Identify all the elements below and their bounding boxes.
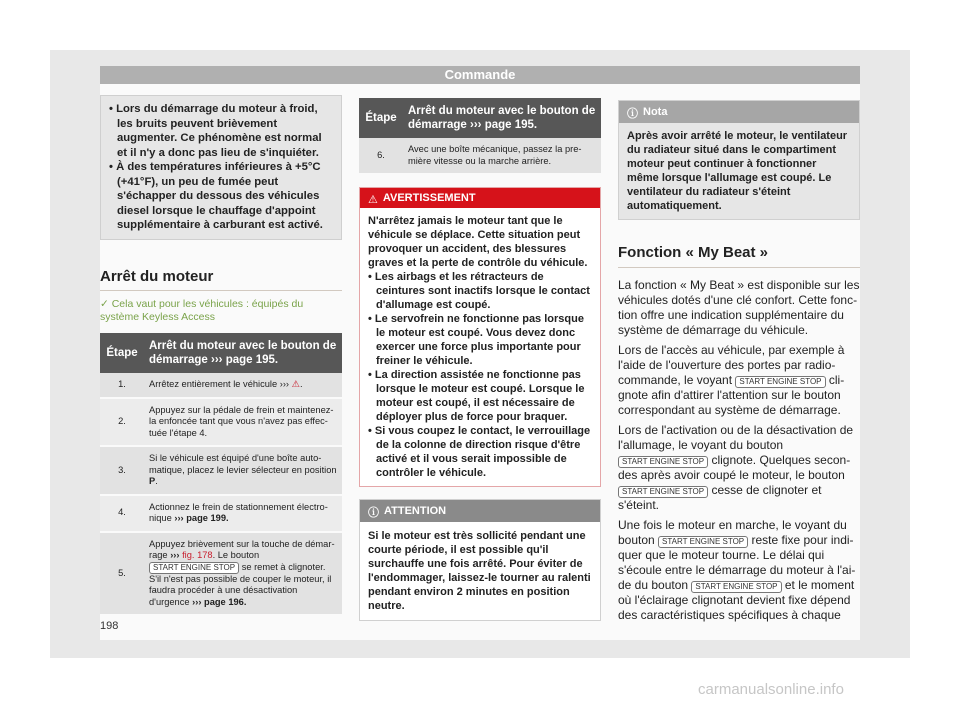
info-circle-icon: ⓘ — [368, 507, 379, 519]
table-row: 4. Actionnez le frein de stationnement électronique ››› page 199. — [100, 495, 342, 532]
left-column — [100, 95, 342, 616]
nota-header: ⓘ Nota — [619, 101, 859, 123]
col-header-action: Arrêt du moteur avec le bouton de démarrage ››› page 195. — [144, 333, 342, 373]
steps-table — [100, 333, 342, 616]
warning-box — [359, 187, 601, 487]
col-header-step: Étape — [100, 333, 144, 373]
start-engine-stop-key: START ENGINE STOP — [658, 536, 748, 548]
start-engine-stop-key: START ENGINE STOP — [618, 456, 708, 468]
info-bullet: • À des températures inférieures à +5°C (+41°F), un peu de fumée peut s'échapper du dessous des véhicules diesel lorsque le chauffage d'appoint supplémentaire à carburant est activé. — [109, 161, 323, 231]
start-engine-stop-key: START ENGINE STOP — [618, 486, 708, 498]
applies-to-note: ✓ Cela vaut pour les véhicules : équipés du système Keyless Access — [100, 298, 304, 323]
table-row: 3. Si le véhicule est équipé d'une boîte automatique, placez le levier sélecteur en position P. — [100, 446, 342, 495]
info-box — [100, 95, 342, 240]
warning-triangle-icon: ⚠ — [368, 194, 378, 206]
middle-column — [359, 98, 601, 621]
table-row: 2. Appuyez sur la pédale de frein et maintenez-la enfoncée tant que vous n'avez pas effectuée l'étape 4. — [100, 398, 342, 447]
attention-box — [359, 499, 601, 621]
col-header-action: Arrêt du moteur avec le bouton de démarrage ››› page 195. — [403, 98, 601, 138]
figure-link[interactable]: fig. 178 — [182, 550, 213, 560]
table-row: 1. Arrêtez entièrement le véhicule ››› ⚠. — [100, 373, 342, 398]
start-engine-stop-key: START ENGINE STOP — [691, 581, 781, 593]
section-title-arret: Arrêt du moteur — [100, 270, 342, 292]
watermark: carmanualsonline.info — [698, 681, 844, 698]
start-engine-stop-key: START ENGINE STOP — [149, 562, 239, 574]
warning-body: N'arrêtez jamais le moteur tant que le véhicule se déplace. Cette situation peut provoquer un accident, des blessures graves et la perte de contrôle du véhicule. • Les airbags et les rétracteurs de ceintures sont inactifs lorsque le contact d'allumage est coupé. • Le servofrein ne fonctionne pas lorsque le moteur est coupé. Vous devez donc exercer une force plus importante pour freiner le véhicule. • La direction assistée ne fonctionne pas lorsque le moteur est coupé. Lorsque le moteur est coupé, il est nécessaire de déployer plus de force pour braquer. • Si vous coupez le contact, le verrouillage de la colonne de direction risque d'être activé et il vous serait impossible de contrôler le véhicule. — [368, 215, 591, 479]
start-engine-stop-key: START ENGINE STOP — [735, 376, 825, 388]
section-title-my-beat: Fonction « My Beat » — [618, 246, 860, 268]
info-bullet: • Lors du démarrage du moteur à froid, les bruits peuvent brièvement augmenter. Ce phénomène est normal et il n'y a donc pas lieu de s'inquiéter. — [109, 103, 322, 159]
nota-box — [618, 100, 860, 220]
col-header-step: Étape — [359, 98, 403, 138]
warning-header: ⚠ AVERTISSEMENT — [360, 188, 600, 208]
page-number: 198 — [100, 620, 119, 632]
table-row: 5. Appuyez brièvement sur la touche de démarrage ››› fig. 178. Le bouton START ENGINE STOP se remet à clignoter. S'il n'est pas possible de couper le moteur, il faudra procéder à une désactivation d'urgence ››› page 196. — [100, 532, 342, 616]
right-column — [618, 100, 860, 628]
table-row: 6. Avec une boîte mécanique, passez la première vitesse ou la marche arrière. — [359, 138, 601, 174]
steps-table-continued — [359, 98, 601, 175]
my-beat-body: La fonction « My Beat » est disponible sur les véhicules dotés d'une clé confort. Cette fonction offre une indication supplémentaire du système de démarrage du véhicule. Lors de l'accès au véhicule, par exemple à l'aide de l'ouverture des portes par radiocommande, le voyant START ENGINE STOP clignote afin d'attirer l'attention sur le bouton correspondant au système de démarrage. Lors de l'activation ou de la désactivation de l'allumage, le voyant du bouton START ENGINE STOP clignote. Quelques secondes après avoir coupé le moteur, le bouton START ENGINE STOP cesse de clignoter et s'éteint. Une fois le moteur en marche, le voyant du bouton START ENGINE STOP reste fixe pour indiquer que le moteur tourne. Le délai qui s'écoule entre le démarrage du moteur à l'aide du bouton START ENGINE STOP et le moment où l'éclairage clignotant devient fixe dépend des caractéristiques spécifiques à chaque — [618, 277, 860, 622]
info-circle-icon: ⓘ — [627, 108, 638, 120]
page-header: Commande — [100, 66, 860, 84]
attention-header: ⓘ ATTENTION — [360, 500, 600, 522]
warning-triangle-icon: ⚠ — [291, 379, 300, 389]
attention-body: Si le moteur est très sollicité pendant une courte période, il est possible qu'il surchauffe une fois arrêté. Pour éviter de l'endommager, laissez-le tourner au ralenti pendant environ 2 minutes en position neutre. — [368, 530, 591, 612]
nota-body: Après avoir arrêté le moteur, le ventilateur du radiateur situé dans le compartiment moteur peut continuer à fonctionner même lorsque l'allumage est coupé. Le ventilateur du radiateur s'éteint automatiquement. — [627, 130, 848, 212]
